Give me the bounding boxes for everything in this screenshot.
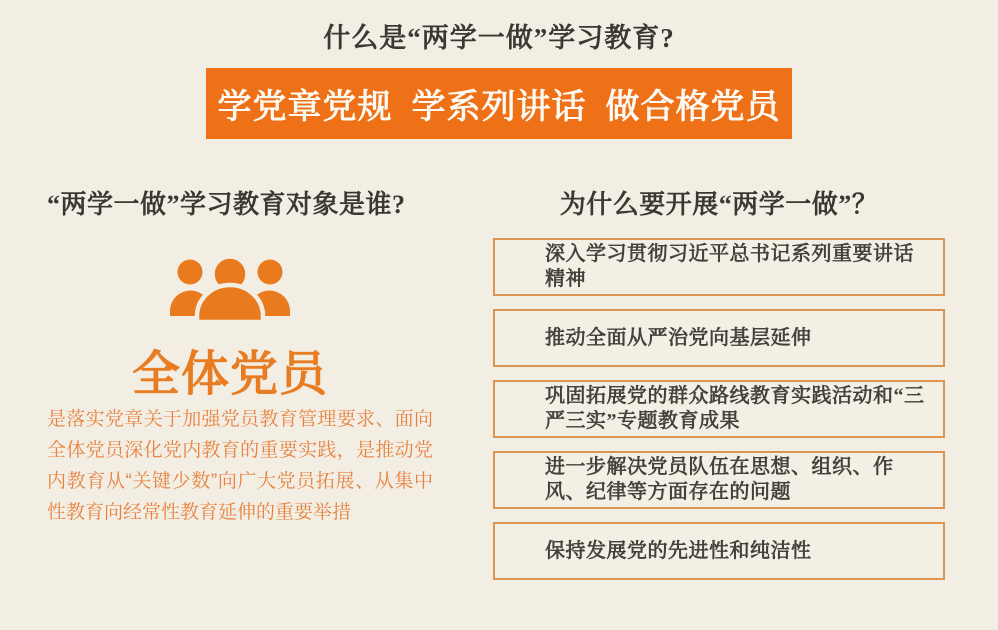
left-section-heading: “两学一做”学习教育对象是谁?	[47, 190, 406, 219]
target-audience-label: 全体党员	[131, 348, 328, 401]
reason-box-3: 巩固拓展党的群众路线教育实践活动和“三严三实”专题教育成果	[493, 380, 945, 438]
reason-box-2: 推动全面从严治党向基层延伸	[493, 309, 945, 367]
right-section-heading: 为什么要开展“两学一做”？	[559, 190, 879, 219]
target-audience-figure	[40, 256, 420, 404]
reason-box-1: 深入学习贯彻习近平总书记系列重要讲话精神	[493, 238, 945, 296]
slogan-banner-text: 学党章党规 学系列讲话 做合格党员	[217, 89, 781, 126]
page-title: 什么是“两学一做”学习教育?	[323, 23, 675, 53]
reason-box-4: 进一步解决党员队伍在思想、组织、作风、纪律等方面存在的问题	[493, 451, 945, 509]
reason-box-5: 保持发展党的先进性和纯洁性	[493, 522, 945, 580]
slogan-banner	[206, 68, 792, 139]
target-audience-description: 是落实党章关于加强党员教育管理要求、面向全体党员深化党内教育的重要实践，是推动党内教育从“关键少数”向广大党员拓展、从集中性教育向经常性教育延伸的重要举措	[47, 409, 433, 523]
reason-list	[493, 238, 945, 580]
group-people-icon	[170, 256, 290, 324]
